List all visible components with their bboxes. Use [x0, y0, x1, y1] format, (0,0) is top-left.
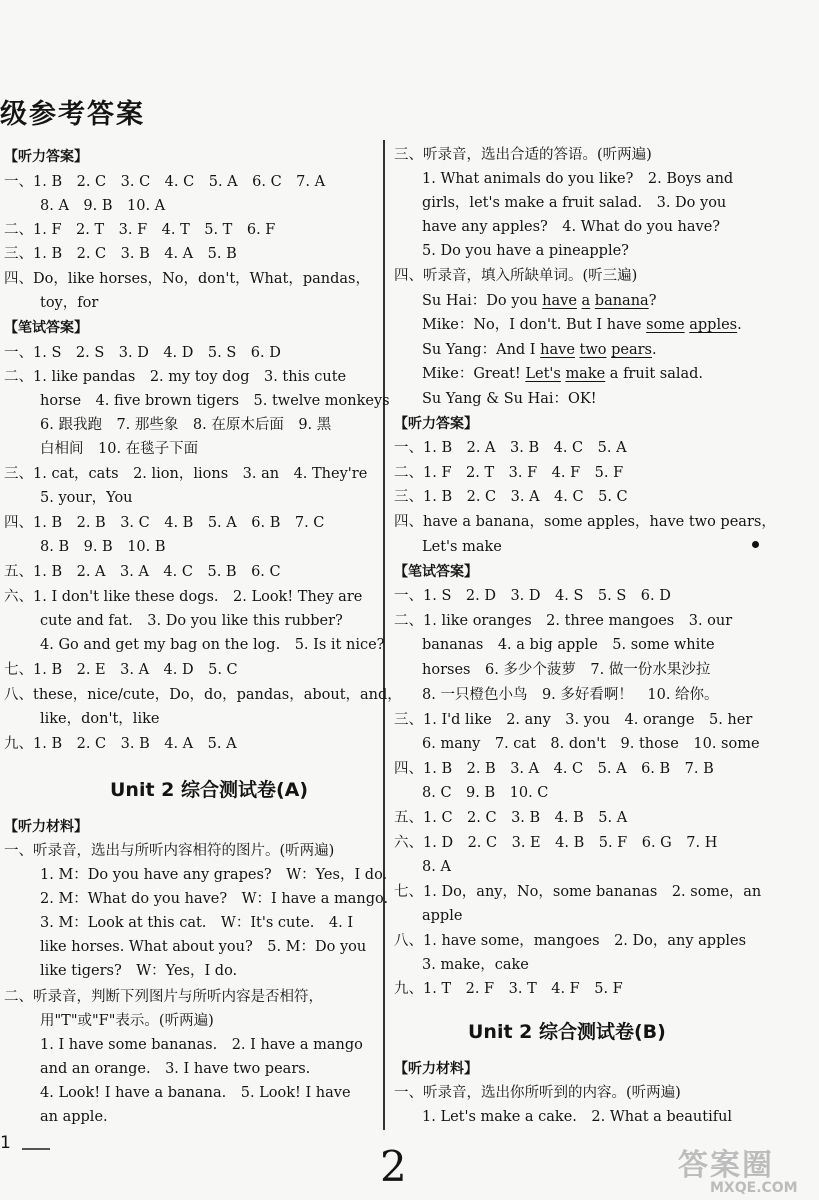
- material-line: 一、听录音，选出你所听到的内容。(听两遍): [394, 1085, 681, 1101]
- answer-line: 七、1. B 2. E 3. A 4. D 5. C: [4, 662, 238, 678]
- answer-line: horse 4. five brown tigers 5. twelve monkeys: [40, 393, 390, 409]
- dialogue-line: Mike：Great! Let's make a fruit salad.: [422, 366, 704, 382]
- filled-blank: make: [565, 366, 606, 382]
- answer-line: bananas 4. a big apple 5. some white: [422, 637, 715, 653]
- answer-line: cute and fat. 3. Do you like this rubber?: [40, 613, 343, 629]
- answer-line: 白相间 10. 在毯子下面: [40, 441, 199, 457]
- filled-blank: two: [579, 342, 607, 358]
- answer-line: 一、1. B 2. A 3. B 4. C 5. A: [394, 440, 627, 456]
- listening-material-label: 【听力材料】: [394, 1061, 478, 1077]
- material-line: have any apples? 4. What do you have?: [422, 219, 721, 235]
- dialogue-line: Su Hai：Do you have a banana?: [422, 293, 657, 309]
- filled-blank: pears: [611, 342, 652, 358]
- answer-line: 四、Do，like horses，No，don't，What，pandas，: [4, 271, 370, 287]
- answer-line: 8. C 9. B 10. C: [422, 785, 549, 801]
- handwritten-page-number: 2: [380, 1142, 407, 1191]
- site-watermark: [664, 1140, 814, 1196]
- answer-line: 6. many 7. cat 8. don't 9. those 10. some: [422, 736, 760, 752]
- answer-line: 三、1. cat，cats 2. lion，lions 3. an 4. They're: [4, 466, 368, 482]
- watermark-logo-text: 答案圈: [678, 1148, 774, 1183]
- answer-line: 一、1. S 2. S 3. D 4. D 5. S 6. D: [4, 345, 281, 361]
- answer-line: 五、1. B 2. A 3. A 4. C 5. B 6. C: [4, 564, 281, 580]
- material-line: 三、听录音，选出合适的答语。(听两遍): [394, 147, 652, 163]
- answer-line: 4. Go and get my bag on the log. 5. Is it nice?: [40, 637, 385, 653]
- written-answers-label: 【笔试答案】: [394, 564, 478, 580]
- answer-line: 二、1. F 2. T 3. F 4. F 5. F: [394, 465, 624, 481]
- answer-line: apple: [422, 908, 463, 924]
- answer-line: like，don't，like: [40, 711, 160, 727]
- material-line: 3. M：Look at this cat. W：It's cute. 4. I: [40, 915, 354, 931]
- written-answers-label: 【笔试答案】: [4, 320, 88, 336]
- answer-line: horses 6. 多少个菠萝 7. 做一份水果沙拉: [422, 662, 711, 678]
- answer-line: 七、1. Do，any，No，some bananas 2. some，an: [394, 884, 762, 900]
- material-line: 一、听录音，选出与所听内容相符的图片。(听两遍): [4, 843, 335, 859]
- answer-line: 八、1. have some，mangoes 2. Do，any apples: [394, 933, 747, 949]
- answer-line: 8. A: [422, 859, 451, 875]
- filled-blank: have: [540, 342, 575, 358]
- material-line: girls，let's make a fruit salad. 3. Do you: [422, 195, 727, 211]
- material-line: 1. What animals do you like? 2. Boys and: [422, 171, 734, 187]
- filled-blank: banana: [594, 293, 649, 309]
- answer-line: 6. 跟我跑 7. 那些象 8. 在原木后面 9. 黑: [40, 417, 332, 433]
- answer-line: 8. A 9. B 10. A: [40, 198, 166, 214]
- page-heading: 级参考答案: [0, 99, 145, 130]
- filled-blank: Let's: [525, 366, 561, 382]
- material-line: 2. M：What do you have? W：I have a mango.: [40, 891, 389, 907]
- ink-dot: [752, 541, 759, 548]
- material-line: like horses. What about you? 5. M：Do you: [40, 939, 367, 955]
- answer-line: 三、1. I'd like 2. any 3. you 4. orange 5. her: [394, 712, 753, 728]
- material-line: 1. Let's make a cake. 2. What a beautiful: [422, 1109, 733, 1125]
- material-line: an apple.: [40, 1109, 108, 1125]
- corner-page-number: 1: [0, 1133, 11, 1153]
- answer-line: 八、these，nice/cute，Do，do，pandas，about，and，: [4, 687, 402, 703]
- listening-answers-label: 【听力答案】: [4, 149, 88, 165]
- filled-blank: a: [581, 293, 591, 309]
- material-line: like tigers? W：Yes，I do.: [40, 963, 238, 979]
- listening-material-label: 【听力材料】: [4, 819, 88, 835]
- material-line: 1. M：Do you have any grapes? W：Yes，I do.: [40, 867, 388, 883]
- answer-line: 六、1. I don't like these dogs. 2. Look! They are: [4, 589, 363, 605]
- answer-line: 四、1. B 2. B 3. C 4. B 5. A 6. B 7. C: [4, 515, 325, 531]
- material-line: 4. Look! I have a banana. 5. Look! I have: [40, 1085, 351, 1101]
- dialogue-line: Su Yang & Su Hai：OK!: [422, 391, 597, 407]
- answer-line: 二、1. like oranges 2. three mangoes 3. our: [394, 613, 733, 629]
- unit-a-title: Unit 2 综合测试卷(A): [110, 779, 309, 801]
- filled-blank: some: [646, 317, 685, 333]
- corner-rule: [22, 1148, 50, 1150]
- dialogue-line: Su Yang：And I have two pears.: [422, 342, 657, 358]
- answer-line: 3. make，cake: [422, 957, 529, 973]
- answer-line: 8. 一只橙色小鸟 9. 多好看啊！ 10. 给你。: [422, 687, 719, 703]
- material-line: 5. Do you have a pineapple?: [422, 243, 629, 259]
- material-line: 1. I have some bananas. 2. I have a mango: [40, 1037, 363, 1053]
- answer-line: 二、1. F 2. T 3. F 4. T 5. T 6. F: [4, 222, 276, 238]
- answer-line: 一、1. S 2. D 3. D 4. S 5. S 6. D: [394, 588, 671, 604]
- material-line: 四、听录音，填入所缺单词。(听三遍): [394, 268, 638, 284]
- watermark-url: MXQE.COM: [710, 1180, 798, 1196]
- answer-line: 三、1. B 2. C 3. A 4. C 5. C: [394, 489, 628, 505]
- material-line: 用"T"或"F"表示。(听两遍): [40, 1013, 214, 1029]
- answer-line: 三、1. B 2. C 3. B 4. A 5. B: [4, 246, 237, 262]
- answer-line: 四、have a banana，some apples，have two pears，: [394, 514, 776, 530]
- material-line: 二、听录音，判断下列图片与所听内容是否相符，: [4, 989, 323, 1005]
- answer-line: Let's make: [422, 539, 502, 555]
- answer-line: 二、1. like pandas 2. my toy dog 3. this cute: [4, 369, 347, 385]
- material-line: and an orange. 3. I have two pears.: [40, 1061, 311, 1077]
- answer-line: 一、1. B 2. C 3. C 4. C 5. A 6. C 7. A: [4, 174, 326, 190]
- answer-line: 四、1. B 2. B 3. A 4. C 5. A 6. B 7. B: [394, 761, 714, 777]
- listening-answers-label: 【听力答案】: [394, 416, 478, 432]
- dialogue-line: Mike：No，I don't. But I have some apples.: [422, 317, 742, 333]
- answer-line: 九、1. B 2. C 3. B 4. A 5. A: [4, 736, 237, 752]
- answer-line: 5. your，You: [40, 490, 133, 506]
- unit-b-title: Unit 2 综合测试卷(B): [468, 1021, 666, 1043]
- answer-line: 五、1. C 2. C 3. B 4. B 5. A: [394, 810, 628, 826]
- filled-blank: apples: [689, 317, 738, 333]
- answer-line: toy，for: [40, 295, 99, 311]
- answer-line: 8. B 9. B 10. B: [40, 539, 166, 555]
- answer-line: 九、1. T 2. F 3. T 4. F 5. F: [394, 981, 623, 997]
- filled-blank: have: [542, 293, 577, 309]
- answer-line: 六、1. D 2. C 3. E 4. B 5. F 6. G 7. H: [394, 835, 718, 851]
